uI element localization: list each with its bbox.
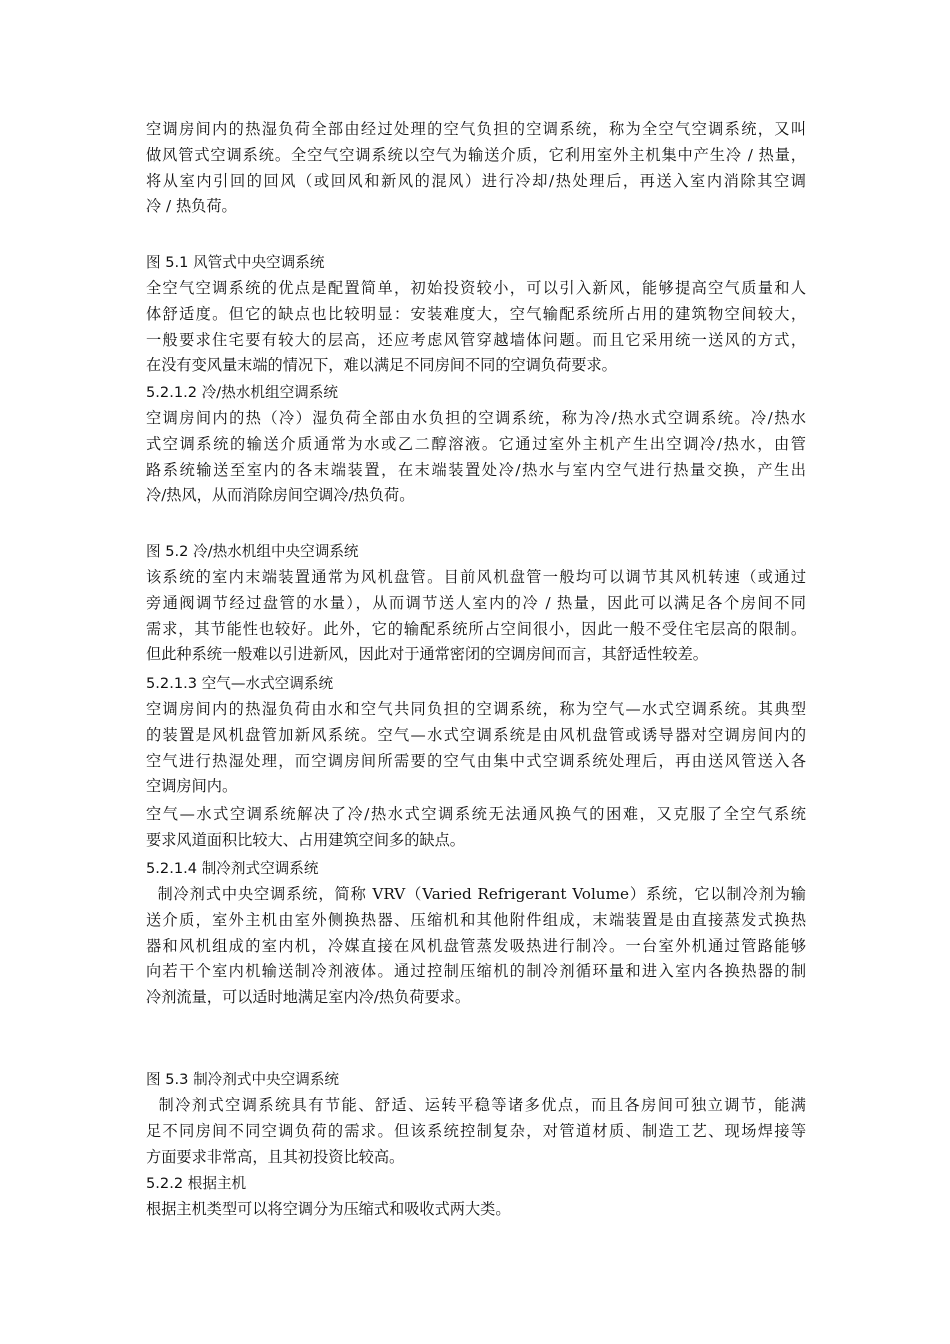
text-line: 该系统的室内末端装置通常为风机盘管。目前风机盘管一般均可以调节其风机转速（或通过 <box>146 568 806 586</box>
heading-text: 5.2.1.4 制冷剂式空调系统 <box>146 860 319 877</box>
text-line: 足不同房间不同空调负荷的需求。但该系统控制复杂，对管道材质、制造工艺、现场焊接等 <box>146 1121 806 1140</box>
text-line: 空调房间内。 <box>146 777 238 796</box>
text-line: 方面要求非常高，且其初投资比较高。 <box>146 1147 405 1166</box>
text-line: 向若干个室内机输送制冷剂液体。通过控制压缩机的制冷剂循环量和进入室内各换热器的制 <box>146 962 806 981</box>
text-line: 的装置是风机盘管加新风系统。空气—水式空调系统是由风机盘管或诱导器对空调房间内的 <box>146 725 806 744</box>
text-line: 要求风道面积比较大、占用建筑空间多的缺点。 <box>146 830 465 849</box>
caption-text: 图 5.2 冷/热水机组中央空调系统 <box>146 543 359 560</box>
text-line: 路系统输送至室内的各末端装置，在末端装置处冷/热水与室内空气进行热量交换，产生出 <box>146 460 806 479</box>
text-line: 在没有变风量末端的情况下，难以满足不同房间不同的空调负荷要求。 <box>146 356 617 375</box>
fan-coil-paragraph <box>146 565 806 668</box>
caption-text: 图 5.3 制冷剂式中央空调系统 <box>146 1071 340 1088</box>
text-line: 需求，其节能性也较好。此外，它的输配系统所占空间很小，因此一般不受住宅层高的限制。 <box>146 619 806 638</box>
vrv-paragraph <box>146 882 806 1011</box>
section-5-2-2-heading <box>146 1171 806 1197</box>
figure-5-2-caption <box>146 539 806 565</box>
text-line: 空气—水式空调系统解决了冷/热水式空调系统无法通风换气的困难，又克服了全空气系统 <box>146 805 806 823</box>
figure-5-1-caption <box>146 250 806 276</box>
section-5-2-1-2-heading <box>146 380 806 406</box>
text-line: 空气进行热湿处理，而空调房间所需要的空气由集中式空调系统处理后，再由送风管送入各 <box>146 751 806 770</box>
air-water-paragraph <box>146 697 806 800</box>
text-line: 根据主机类型可以将空调分为压缩式和吸收式两大类。 <box>146 1200 511 1218</box>
section-5-2-1-3-heading <box>146 671 806 697</box>
text-line: 冷 / 热负荷。 <box>146 197 237 216</box>
text-line: 器和风机组成的室内机，冷媒直接在风机盘管蒸发吸热进行制冷。一台室外机通过管路能够 <box>146 936 806 955</box>
caption-text: 图 5.1 风管式中央空调系统 <box>146 254 325 271</box>
vrv-paragraph-2 <box>146 1093 806 1170</box>
text-line: 冷剂流量，可以适时地满足室内冷/热负荷要求。 <box>146 988 471 1007</box>
figure-5-3-caption <box>146 1067 806 1093</box>
text-line: 一般要求住宅要有较大的层高，还应考虑风管穿越墙体问题。而且它采用统一送风的方式， <box>146 330 806 349</box>
heading-text: 5.2.1.3 空气—水式空调系统 <box>146 675 334 692</box>
heading-text: 5.2.2 根据主机 <box>146 1175 247 1192</box>
text-line: 制冷剂式中央空调系统，简称 VRV（Varied Refrigerant Volume）系统，它以制冷剂为输 <box>146 885 806 903</box>
text-line: 将从室内引回的回风（或回风和新风的混风）进行冷却/热处理后，再送入室内消除其空调 <box>146 171 806 190</box>
text-line: 但此种系统一般难以引进新风，因此对于通常密闭的空调房间而言，其舒适性较差。 <box>146 645 708 664</box>
host-type-paragraph <box>146 1197 806 1223</box>
water-system-paragraph <box>146 406 806 509</box>
text-line: 体舒适度。但它的缺点也比较明显：安装难度大，空气输配系统所占用的建筑物空间较大， <box>146 304 806 323</box>
text-line: 式空调系统的输送介质通常为水或乙二醇溶液。它通过室外主机产生出空调冷/热水，由管 <box>146 434 806 453</box>
all-air-paragraph <box>146 276 806 379</box>
text-line: 做风管式空调系统。全空气空调系统以空气为输送介质，它利用室外主机集中产生冷 / 热量， <box>146 145 806 164</box>
heading-text: 5.2.1.2 冷/热水机组空调系统 <box>146 384 338 401</box>
intro-paragraph <box>146 117 806 220</box>
text-line: 空调房间内的热（冷）湿负荷全部由水负担的空调系统，称为冷/热水式空调系统。冷/热水 <box>146 409 806 427</box>
text-line: 送介质，室外主机由室外侧换热器、压缩机和其他附件组成，末端装置是由直接蒸发式换热 <box>146 910 806 929</box>
air-water-paragraph-2 <box>146 802 806 854</box>
section-5-2-1-4-heading <box>146 856 806 882</box>
text-line: 旁通阀调节经过盘管的水量），从而调节送人室内的冷 / 热量，因此可以满足各个房间不同 <box>146 593 806 612</box>
text-line: 制冷剂式空调系统具有节能、舒适、运转平稳等诸多优点，而且各房间可独立调节，能满 <box>146 1096 806 1114</box>
text-line: 冷/热风，从而消除房间空调冷/热负荷。 <box>146 486 415 505</box>
text-line: 空调房间内的热湿负荷全部由经过处理的空气负担的空调系统，称为全空气空调系统，又叫 <box>146 120 806 138</box>
text-line: 空调房间内的热湿负荷由水和空气共同负担的空调系统，称为空气—水式空调系统。其典型 <box>146 700 806 718</box>
text-line: 全空气空调系统的优点是配置简单，初始投资较小，可以引入新风，能够提高空气质量和人 <box>146 279 806 297</box>
